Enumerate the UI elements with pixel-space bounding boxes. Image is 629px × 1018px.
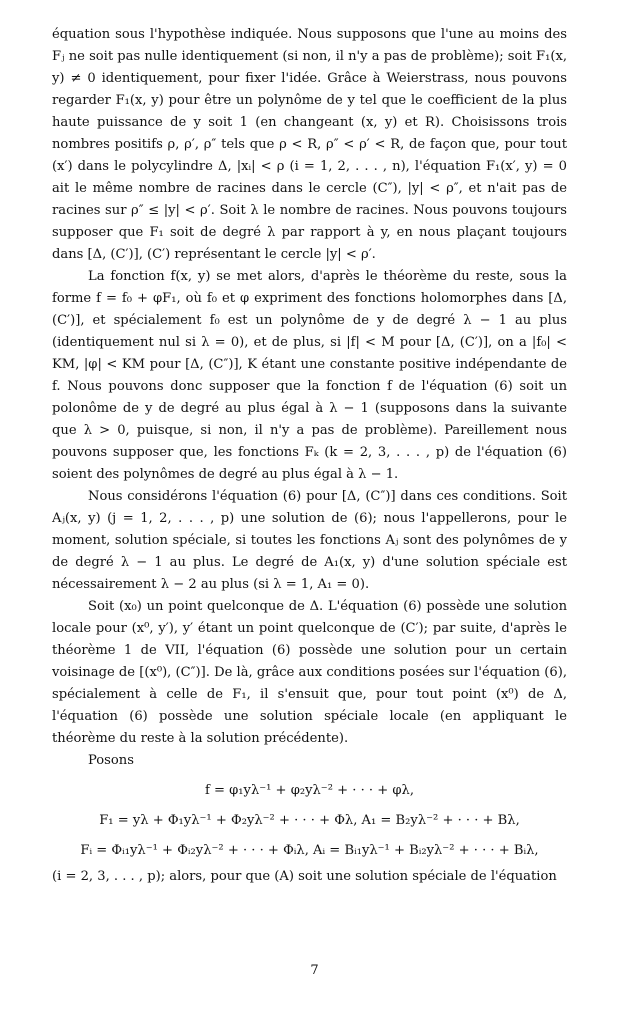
paragraph-posons: Posons [88,753,134,768]
paragraph-3: Nous considérons l'équation (6) pour [Δ, (C″)] dans ces conditions. Soit Aⱼ(x, y) (j = 1, 2, . . . , p) une solution de (6); nous l'appellerons, pour le moment, solution spéciale, si toutes les fonctions Aⱼ sont des polynômes de y de degré λ − 1 au plus. Le degré de A₁(x, y) d'une solution spéciale est nécessairement λ − 2 au plus (si λ = 1, A₁ = 0). [52,489,567,592]
paragraph-1: équation sous l'hypothèse indiquée. Nous supposons que l'une au moins des Fⱼ ne soit pas nulle identiquement (si non, il n'y a pas de problème); soit F₁(x, y) ≠ 0 identiquement, pour fixer l'idée. Grâce à Weierstrass, nous pouvons regarder F₁(x, y) pour être un polynôme de y tel que le coefficient de la plus haute puissance de y soit 1 (en changeant (x, y) et R). Choisissons trois nombres positifs ρ, ρ′, ρ″ tels que ρ < R, ρ″ < ρ′ < R, de façon que, pour tout (x′) dans le polycylindre Δ, |xᵢ| < ρ (i = 1, 2, . . . , n), l'équation F₁(x′, y) = 0 ait le même nombre de racines dans le cercle (C″), |y| < ρ″, et n'ait pas de racines sur ρ″ ≤ |y| < ρ′. Soit λ le nombre de racines. Nous pouvons toujours supposer que F₁ soit de degré λ par rapport à y, en nous plaçant toujours dans [Δ, (C′)], (C′) représentant le cercle |y| < ρ′. [52,27,567,262]
paragraph-2: La fonction f(x, y) se met alors, d'après le théorème du reste, sous la forme f = f₀ + φF₁, où f₀ et φ expriment des fonctions holomorphes dans [Δ, (C′)], et spécialement f₀ est un polynôme de y de degré λ − 1 au plus (identiquement nul si λ = 0), et de plus, si |f| < M pour [Δ, (C′)], on a |f₀| < KM, |φ| < KM pour [Δ, (C″)], K étant une constante positive indépendante de f. Nous pouvons donc supposer que la fonction f de l'équation (6) soit un polonôme de y de degré au plus égal à λ − 1 (supposons dans la suivante que λ > 0, puisque, si non, il n'y a pas de problème). Pareillement nous pouvons supposer que, les fonctions Fₖ (k = 2, 3, . . . , p) de l'équation (6) soient des polynômes de degré au plus égal à λ − 1. [52,269,567,482]
page-body [52,24,567,888]
paragraph-closing: (i = 2, 3, . . . , p); alors, pour que (A) soit une solution spéciale de l'équation [52,869,557,884]
equation-Fi-Ai: Fᵢ = Φᵢ₁yλ⁻¹ + Φᵢ₂yλ⁻² + · · · + Φᵢλ, Aᵢ = Bᵢ₁yλ⁻¹ + Bᵢ₂yλ⁻² + · · · + Bᵢλ, [80,843,539,858]
equation-f: f = φ₁yλ⁻¹ + φ₂yλ⁻² + · · · + φλ, [204,783,414,798]
page-number: 7 [310,963,319,978]
equation-F1-A1: F₁ = yλ + Φ₁yλ⁻¹ + Φ₂yλ⁻² + · · · + Φλ, A₁ = B₂yλ⁻² + · · · + Bλ, [99,813,520,828]
paragraph-4: Soit (x₀) un point quelconque de Δ. L'équation (6) possède une solution locale pour (x⁰, y′), y′ étant un point quelconque de (C′); par suite, d'après le théorème 1 de VII, l'équation (6) possède une solution pour un certain voisinage de [(x⁰), (C″)]. De là, grâce aux conditions posées sur l'équation (6), spécialement à celle de F₁, il s'ensuit que, pour tout point (x⁰) de Δ, l'équation (6) possède une solution spéciale locale (en appliquant le théorème du reste à la solution précédente). [52,599,567,746]
